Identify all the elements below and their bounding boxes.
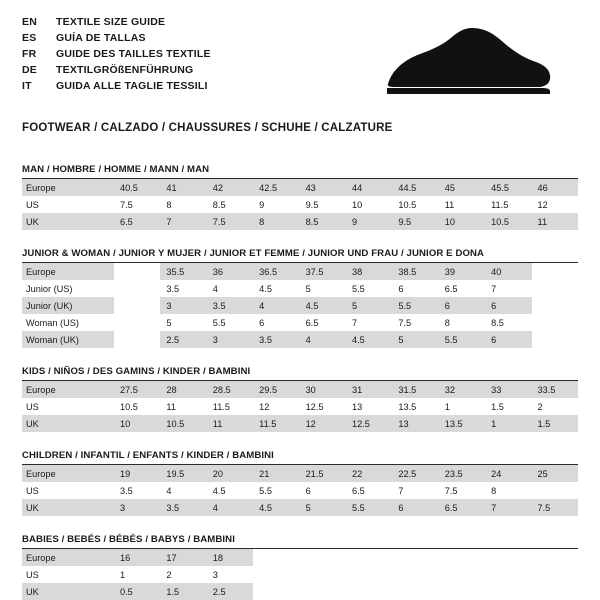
size-cell: 40 (485, 263, 531, 280)
size-cell: 5 (160, 314, 206, 331)
language-title: GUIDA ALLE TAGLIE TESSILI (56, 80, 208, 92)
size-cell: 3 (160, 297, 206, 314)
size-cell: 7.5 (532, 499, 578, 516)
table-row (22, 381, 578, 398)
size-cell: 6.5 (346, 482, 392, 499)
dress-shoe-icon (382, 26, 552, 98)
row-label: Woman (UK) (22, 331, 114, 348)
size-cell: 24 (485, 465, 531, 482)
size-cell (485, 566, 531, 583)
size-cell: 2.5 (207, 583, 253, 600)
size-cell: 7 (160, 213, 206, 230)
size-cell: 6 (485, 331, 531, 348)
size-cell (114, 331, 160, 348)
language-row (22, 48, 211, 64)
size-cell (532, 280, 578, 297)
size-cell: 3 (207, 331, 253, 348)
size-cell: 10 (439, 213, 485, 230)
row-label: Europe (22, 549, 114, 566)
size-cell: 1 (439, 398, 485, 415)
size-cell: 5.5 (392, 297, 438, 314)
size-cell: 1 (114, 566, 160, 583)
size-cell: 18 (207, 549, 253, 566)
size-cell: 9.5 (300, 196, 346, 213)
size-cell: 13.5 (439, 415, 485, 432)
size-cell: 20 (207, 465, 253, 482)
size-cell: 8.5 (207, 196, 253, 213)
size-cell (532, 297, 578, 314)
language-title: TEXTILE SIZE GUIDE (56, 16, 166, 28)
size-cell: 1.5 (485, 398, 531, 415)
row-label: UK (22, 499, 114, 516)
size-cell (532, 314, 578, 331)
size-cell: 1.5 (532, 415, 578, 432)
size-cell (300, 549, 346, 566)
size-cell: 5.5 (207, 314, 253, 331)
table-row (22, 549, 578, 566)
size-cell: 5.5 (346, 280, 392, 297)
table-row (22, 566, 578, 583)
size-cell: 8 (253, 213, 299, 230)
row-label: Europe (22, 263, 114, 280)
size-cell: 30 (300, 381, 346, 398)
size-cell: 3.5 (160, 499, 206, 516)
table-row (22, 415, 578, 432)
language-title: GUIDE DES TAILLES TEXTILE (56, 48, 211, 60)
document-header (22, 16, 578, 116)
size-cell: 2 (532, 398, 578, 415)
size-cell: 12.5 (300, 398, 346, 415)
size-cell: 33 (485, 381, 531, 398)
size-cell: 11 (160, 398, 206, 415)
size-cell: 37.5 (300, 263, 346, 280)
size-cell: 35.5 (160, 263, 206, 280)
size-table (22, 179, 578, 230)
size-cell: 4 (207, 499, 253, 516)
size-cell: 12.5 (346, 415, 392, 432)
row-label: Europe (22, 465, 114, 482)
size-cell (114, 280, 160, 297)
size-cell: 4 (300, 331, 346, 348)
size-cell: 22.5 (392, 465, 438, 482)
size-cell: 3.5 (114, 482, 160, 499)
size-cell (532, 331, 578, 348)
size-cell (392, 549, 438, 566)
row-label: US (22, 398, 114, 415)
size-cell (114, 263, 160, 280)
size-cell: 10.5 (114, 398, 160, 415)
size-cell: 11.5 (207, 398, 253, 415)
size-cell: 28 (160, 381, 206, 398)
size-cell: 44.5 (392, 179, 438, 196)
language-row (22, 80, 211, 96)
size-cell: 1 (485, 415, 531, 432)
size-cell: 9 (346, 213, 392, 230)
size-cell: 6 (485, 297, 531, 314)
size-cell: 19 (114, 465, 160, 482)
table-row (22, 196, 578, 213)
size-cell: 38.5 (392, 263, 438, 280)
size-cell: 19.5 (160, 465, 206, 482)
size-cell (439, 549, 485, 566)
section-title: BABIES / BEBÉS / BÉBÉS / BABYS / BAMBINI (22, 534, 578, 549)
size-cell (346, 583, 392, 600)
size-table (22, 263, 578, 348)
language-title-list (22, 16, 211, 96)
size-cell: 9.5 (392, 213, 438, 230)
language-code: FR (22, 48, 37, 60)
section-title: JUNIOR & WOMAN / JUNIOR Y MUJER / JUNIOR ET FEMME / JUNIOR UND FRAU / JUNIOR E DONA (22, 248, 578, 263)
size-cell: 3.5 (253, 331, 299, 348)
size-cell: 4.5 (253, 280, 299, 297)
size-cell: 5.5 (346, 499, 392, 516)
size-cell (392, 583, 438, 600)
size-cell: 31.5 (392, 381, 438, 398)
size-cell: 5 (346, 297, 392, 314)
row-label: UK (22, 213, 114, 230)
size-cell: 7.5 (114, 196, 160, 213)
size-cell (532, 566, 578, 583)
section-title: CHILDREN / INFANTIL / ENFANTS / KINDER / BAMBINI (22, 450, 578, 465)
size-cell: 4 (207, 280, 253, 297)
size-cell: 7.5 (439, 482, 485, 499)
size-cell: 23.5 (439, 465, 485, 482)
size-cell: 12 (532, 196, 578, 213)
size-cell: 8 (439, 314, 485, 331)
size-cell (346, 549, 392, 566)
size-cell (532, 549, 578, 566)
size-cell: 3.5 (160, 280, 206, 297)
table-row (22, 499, 578, 516)
row-label: Europe (22, 381, 114, 398)
language-row (22, 32, 211, 48)
size-cell: 43 (300, 179, 346, 196)
size-cell (253, 583, 299, 600)
size-cell: 42.5 (253, 179, 299, 196)
size-cell: 12 (300, 415, 346, 432)
size-cell: 2.5 (160, 331, 206, 348)
size-cell: 6 (439, 297, 485, 314)
size-section (22, 450, 578, 516)
table-row (22, 263, 578, 280)
size-cell (439, 583, 485, 600)
size-cell: 27.5 (114, 381, 160, 398)
size-cell: 44 (346, 179, 392, 196)
size-cell: 42 (207, 179, 253, 196)
size-cell: 8.5 (485, 314, 531, 331)
language-title: TEXTILGRÖßENFÜHRUNG (56, 64, 194, 76)
size-cell: 3 (207, 566, 253, 583)
language-row (22, 64, 211, 80)
size-cell: 22 (346, 465, 392, 482)
size-section (22, 366, 578, 432)
language-row (22, 16, 211, 32)
table-row (22, 398, 578, 415)
row-label: Woman (US) (22, 314, 114, 331)
size-cell: 13.5 (392, 398, 438, 415)
table-row (22, 280, 578, 297)
size-cell: 4.5 (346, 331, 392, 348)
language-title: GUÍA DE TALLAS (56, 32, 146, 44)
size-cell: 36 (207, 263, 253, 280)
size-cell (300, 566, 346, 583)
size-cell: 6.5 (300, 314, 346, 331)
row-label: UK (22, 583, 114, 600)
size-cell: 32 (439, 381, 485, 398)
size-cell (532, 583, 578, 600)
size-section (22, 534, 578, 600)
language-code: DE (22, 64, 37, 76)
row-label: Junior (UK) (22, 297, 114, 314)
size-cell (114, 314, 160, 331)
size-cell: 46 (532, 179, 578, 196)
size-cell: 4 (160, 482, 206, 499)
size-cell (439, 566, 485, 583)
size-cell: 2 (160, 566, 206, 583)
size-cell: 21 (253, 465, 299, 482)
section-title: MAN / HOMBRE / HOMME / MANN / MAN (22, 164, 578, 179)
size-cell: 45.5 (485, 179, 531, 196)
size-cell: 10.5 (160, 415, 206, 432)
size-cell: 1.5 (160, 583, 206, 600)
language-code: IT (22, 80, 32, 92)
size-cell: 7.5 (207, 213, 253, 230)
size-cell: 5.5 (439, 331, 485, 348)
size-cell: 40.5 (114, 179, 160, 196)
table-row (22, 314, 578, 331)
size-cell: 45 (439, 179, 485, 196)
size-cell: 8 (160, 196, 206, 213)
size-cell: 29.5 (253, 381, 299, 398)
size-cell: 7 (392, 482, 438, 499)
table-row (22, 331, 578, 348)
size-cell: 6 (392, 280, 438, 297)
size-cell (253, 549, 299, 566)
size-cell: 12 (253, 398, 299, 415)
table-row (22, 583, 578, 600)
size-cell: 11 (532, 213, 578, 230)
size-cell: 6.5 (439, 280, 485, 297)
size-cell: 28.5 (207, 381, 253, 398)
size-table (22, 549, 578, 600)
language-code: ES (22, 32, 37, 44)
size-cell: 31 (346, 381, 392, 398)
size-cell: 39 (439, 263, 485, 280)
size-cell: 7 (346, 314, 392, 331)
table-row (22, 465, 578, 482)
size-cell: 0.5 (114, 583, 160, 600)
size-cell: 13 (392, 415, 438, 432)
size-cell (485, 549, 531, 566)
size-cell: 10 (346, 196, 392, 213)
size-cell: 13 (346, 398, 392, 415)
size-cell (114, 297, 160, 314)
size-cell: 3 (114, 499, 160, 516)
size-cell: 4 (253, 297, 299, 314)
size-cell: 6 (253, 314, 299, 331)
size-cell: 6.5 (114, 213, 160, 230)
table-row (22, 482, 578, 499)
size-cell: 33.5 (532, 381, 578, 398)
size-cell (532, 263, 578, 280)
size-cell: 4.5 (300, 297, 346, 314)
size-cell: 4.5 (207, 482, 253, 499)
row-label: UK (22, 415, 114, 432)
size-cell: 10 (114, 415, 160, 432)
size-section (22, 164, 578, 230)
size-cell: 8 (485, 482, 531, 499)
size-cell: 7 (485, 499, 531, 516)
size-cell: 38 (346, 263, 392, 280)
size-cell: 10.5 (485, 213, 531, 230)
size-cell: 11.5 (485, 196, 531, 213)
size-section (22, 248, 578, 348)
size-cell (392, 566, 438, 583)
row-label: Europe (22, 179, 114, 196)
size-cell: 5 (300, 280, 346, 297)
size-cell (300, 583, 346, 600)
size-cell: 5 (392, 331, 438, 348)
size-cell (485, 583, 531, 600)
size-cell: 16 (114, 549, 160, 566)
size-sections (22, 164, 578, 600)
table-row (22, 179, 578, 196)
size-cell: 5.5 (253, 482, 299, 499)
size-cell: 3.5 (207, 297, 253, 314)
size-table (22, 381, 578, 432)
row-label: Junior (US) (22, 280, 114, 297)
size-cell: 7 (485, 280, 531, 297)
size-cell: 6 (300, 482, 346, 499)
table-row (22, 297, 578, 314)
language-code: EN (22, 16, 37, 28)
size-cell: 8.5 (300, 213, 346, 230)
size-cell: 21.5 (300, 465, 346, 482)
size-cell: 17 (160, 549, 206, 566)
size-cell: 11 (207, 415, 253, 432)
size-cell (532, 482, 578, 499)
size-cell: 41 (160, 179, 206, 196)
size-cell: 7.5 (392, 314, 438, 331)
size-cell (253, 566, 299, 583)
size-cell: 11.5 (253, 415, 299, 432)
size-cell: 4.5 (253, 499, 299, 516)
size-cell: 36.5 (253, 263, 299, 280)
size-cell: 11 (439, 196, 485, 213)
row-label: US (22, 566, 114, 583)
section-title: KIDS / NIÑOS / DES GAMINS / KINDER / BAMBINI (22, 366, 578, 381)
size-cell (346, 566, 392, 583)
size-cell: 6 (392, 499, 438, 516)
size-cell: 10.5 (392, 196, 438, 213)
size-cell: 6.5 (439, 499, 485, 516)
table-row (22, 213, 578, 230)
row-label: US (22, 482, 114, 499)
size-table (22, 465, 578, 516)
footwear-heading: FOOTWEAR / CALZADO / CHAUSSURES / SCHUHE / CALZATURE (22, 122, 393, 134)
row-label: US (22, 196, 114, 213)
size-cell: 9 (253, 196, 299, 213)
size-cell: 5 (300, 499, 346, 516)
size-cell: 25 (532, 465, 578, 482)
